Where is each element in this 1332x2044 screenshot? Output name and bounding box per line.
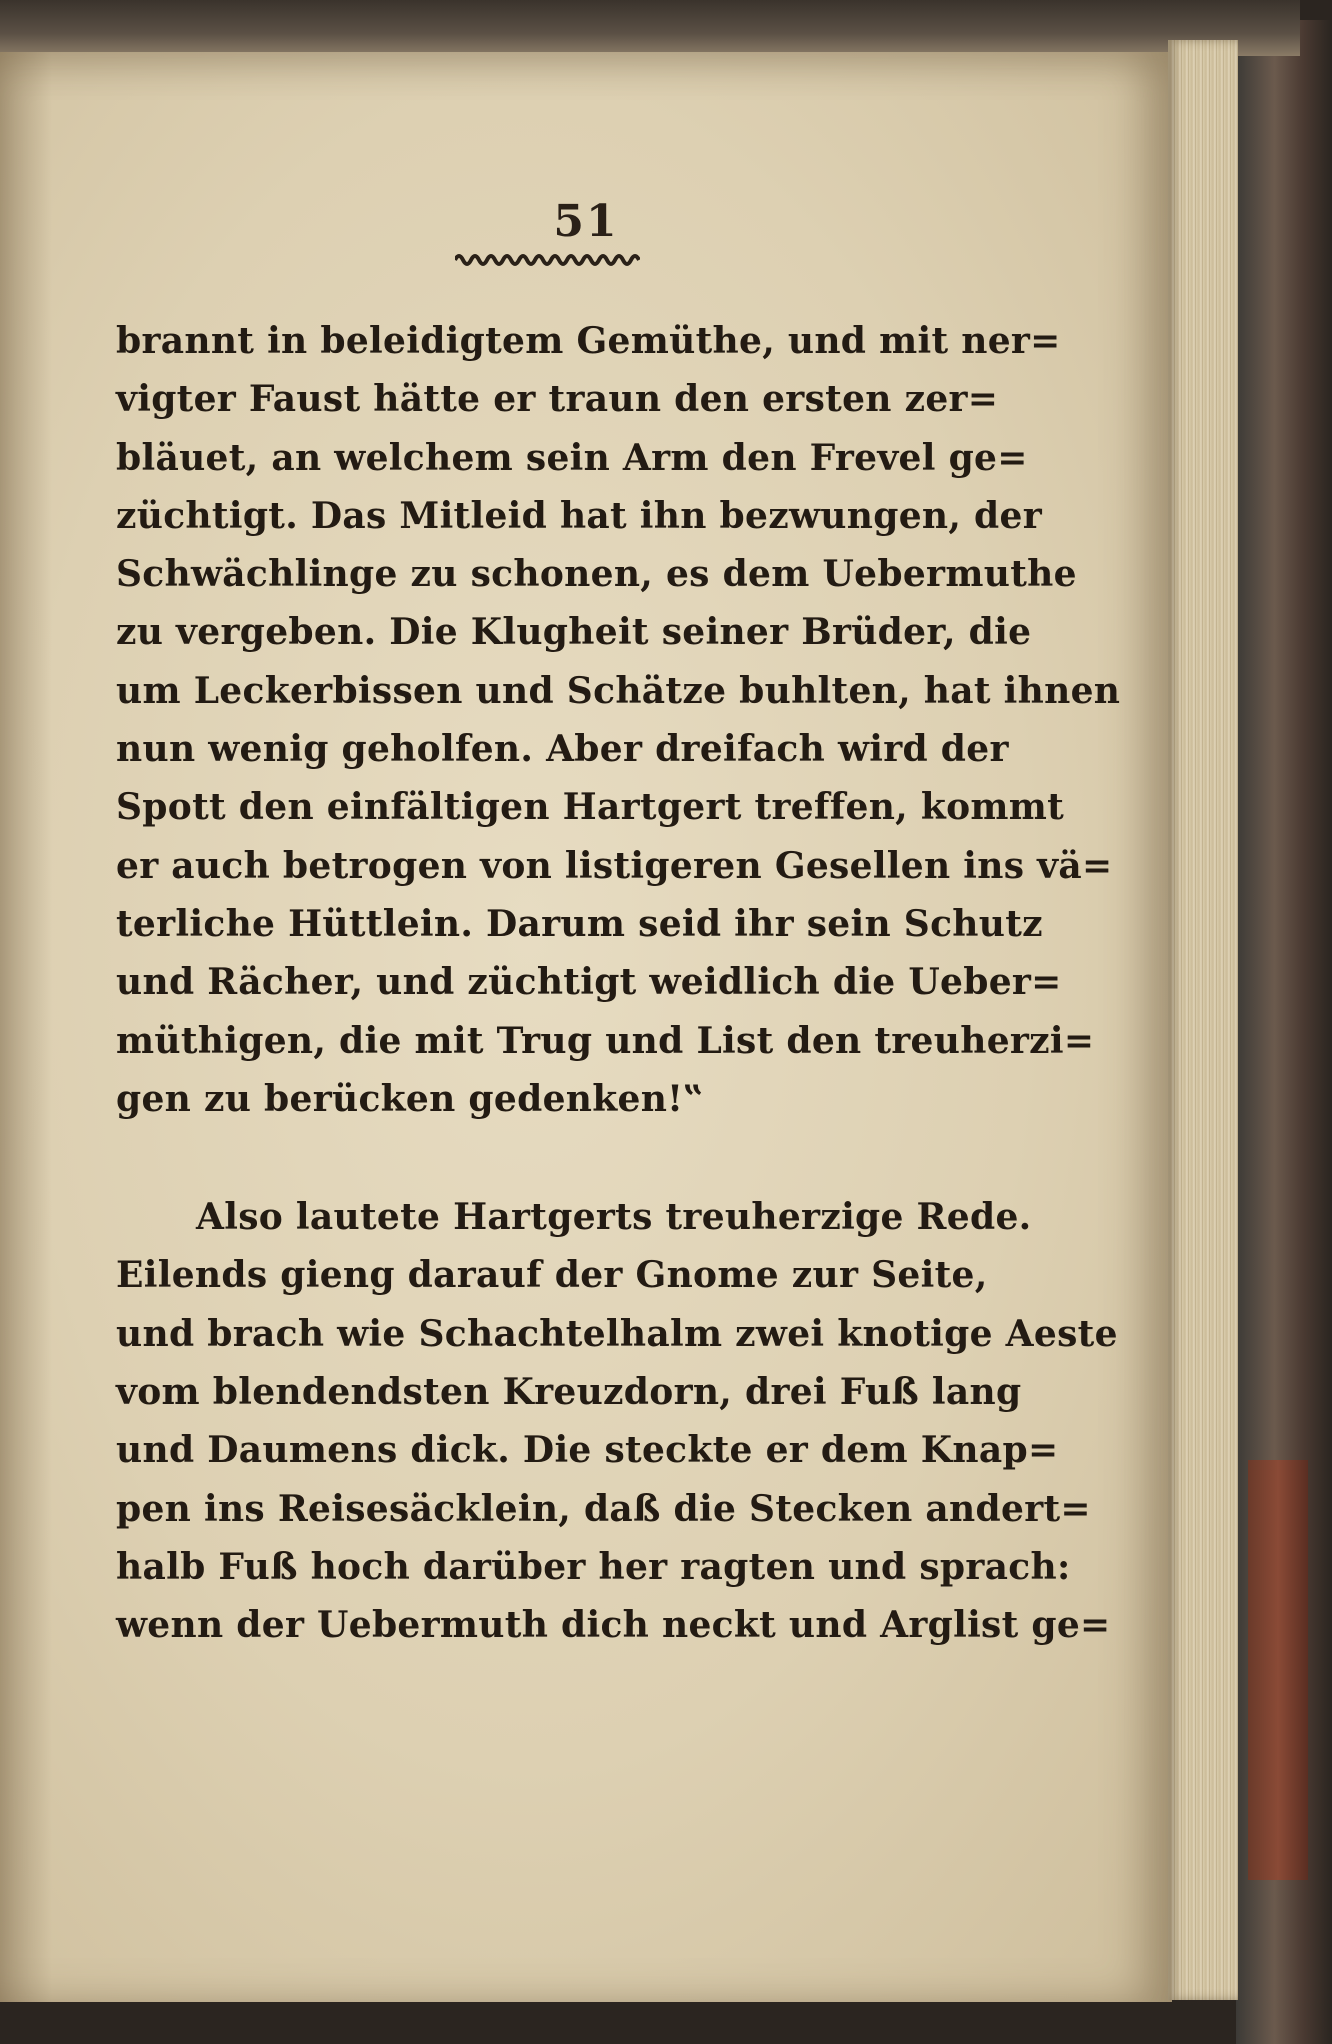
text-line: um Leckerbissen und Schätze buhlten, hat ihnen [116, 669, 1121, 712]
text-line: Spott den einfältigen Hartgert treffen, kommt [116, 786, 1065, 829]
text-line: bläuet, an welchem sein Arm den Frevel ge= [116, 436, 1028, 479]
text-line: er auch betrogen von listigeren Gesellen ins vä= [116, 844, 1113, 887]
wavy-rule-ornament [455, 252, 640, 268]
paragraph-1 [116, 312, 1121, 1128]
text-line: müthigen, die mit Trug und List den treuherzi= [116, 1019, 1095, 1062]
paragraph-2 [116, 1188, 1118, 1654]
text-line: Eilends gieng darauf der Gnome zur Seite, [116, 1254, 988, 1297]
text-line: Schwächlinge zu schonen, es dem Uebermuthe [116, 553, 1077, 596]
text-line: brannt in beleidigtem Gemüthe, und mit ner= [116, 320, 1061, 362]
text-line: nun wenig geholfen. Aber dreifach wird der [116, 728, 1009, 771]
body-text [116, 312, 1121, 1655]
text-line: und brach wie Schachtelhalm zwei knotige Aeste [116, 1312, 1118, 1355]
top-edge [0, 0, 1300, 56]
text-line: und Rächer, und züchtigt weidlich die Ueber= [116, 961, 1062, 1004]
text-line: gen zu berücken gedenken!‟ [116, 1077, 705, 1120]
text-line: Also lautete Hartgerts treuherzige Rede. [196, 1196, 1032, 1239]
cover-leather-patch [1248, 1460, 1308, 1880]
page-number: 51 [553, 196, 619, 247]
text-line: pen ins Reisesäcklein, daß die Stecken andert= [116, 1487, 1091, 1530]
page-gutter [0, 52, 52, 2002]
text-line: zu vergeben. Die Klugheit seiner Brüder, die [116, 611, 1032, 654]
text-line: züchtigt. Das Mitleid hat ihn bezwungen, der [116, 494, 1042, 537]
text-line: vom blendendsten Kreuzdorn, drei Fuß lang [116, 1371, 1022, 1414]
text-line: wenn der Uebermuth dich neckt und Arglist ge= [116, 1604, 1111, 1647]
page-header [0, 196, 1172, 247]
page-fore-edge [1168, 40, 1238, 2000]
text-line: und Daumens dick. Die steckte er dem Knap= [116, 1429, 1059, 1472]
text-line: halb Fuß hoch darüber her ragten und sprach: [116, 1545, 1071, 1588]
text-line: vigter Faust hätte er traun den ersten zer= [116, 378, 999, 421]
text-line: terliche Hüttlein. Darum seid ihr sein Schutz [116, 902, 1043, 945]
